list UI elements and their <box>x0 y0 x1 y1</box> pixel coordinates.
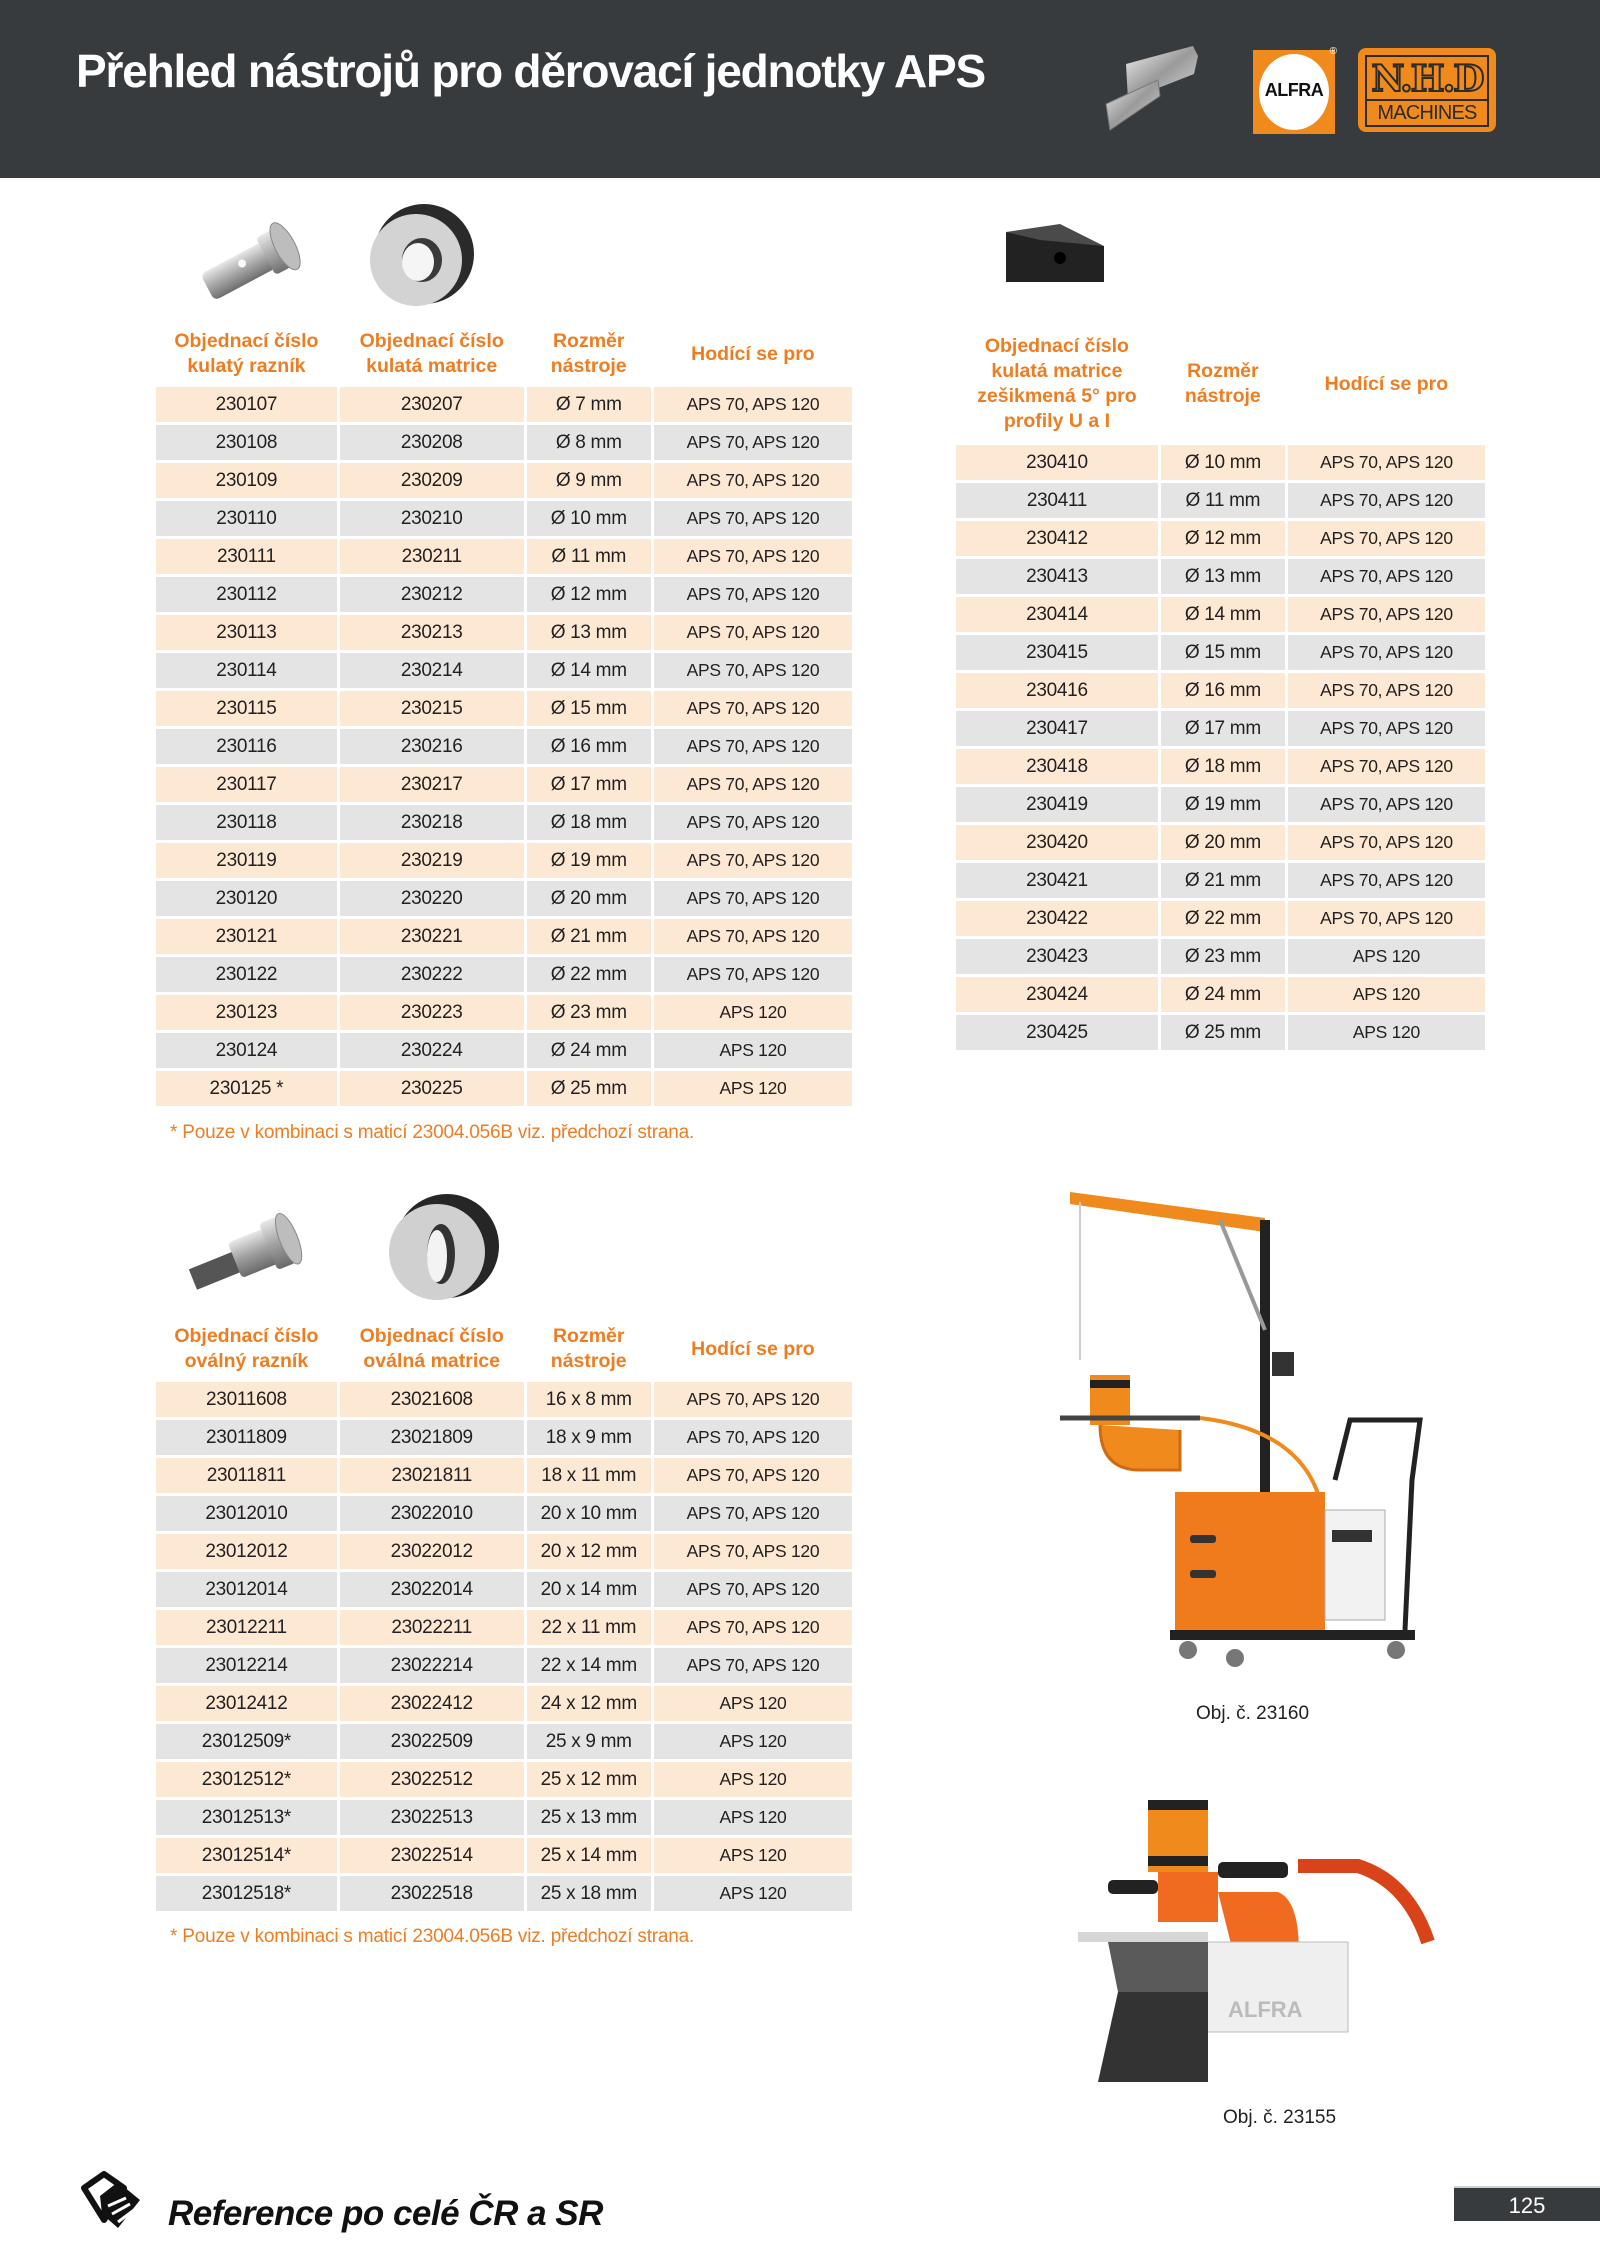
table-cell: Ø 20 mm <box>1161 825 1285 860</box>
column-header: Objednací číslo kulatý razník <box>174 330 319 377</box>
table-cell: 230416 <box>956 673 1158 708</box>
table-cell: APS 120 <box>1288 977 1485 1012</box>
table-cell: 23012010 <box>156 1496 337 1531</box>
table-cell: 23021608 <box>340 1382 524 1417</box>
table-cell: 25 x 14 mm <box>527 1838 651 1873</box>
table-row <box>156 843 852 878</box>
column-header: Rozměr nástroje <box>550 330 627 377</box>
table-cell: Ø 18 mm <box>527 805 651 840</box>
table-cell: 230110 <box>156 501 337 536</box>
column-header: Hodící se pro <box>691 1337 815 1360</box>
table-cell: 230115 <box>156 691 337 726</box>
table-cell: APS 70, APS 120 <box>1288 483 1485 518</box>
round-punch-image <box>190 205 320 315</box>
table-cell: 23011811 <box>156 1458 337 1493</box>
table-cell: APS 70, APS 120 <box>654 1648 852 1683</box>
column-header: Objednací číslo oválná matrice <box>359 1325 504 1372</box>
table-row <box>156 539 852 574</box>
table-cell: APS 120 <box>654 1724 852 1759</box>
table-row <box>956 521 1485 556</box>
alfra-logo: ALFRA ® <box>1253 50 1335 134</box>
table-cell: APS 120 <box>654 1762 852 1797</box>
slanted-die-image <box>1000 220 1110 290</box>
column-header: Hodící se pro <box>1324 372 1449 395</box>
table-cell: Ø 19 mm <box>527 843 651 878</box>
table-row <box>156 691 852 726</box>
table-row <box>156 501 852 536</box>
table-cell: APS 70, APS 120 <box>1288 635 1485 670</box>
table-cell: 23012211 <box>156 1610 337 1645</box>
table-cell: 230223 <box>340 995 524 1030</box>
table-cell: APS 70, APS 120 <box>654 843 852 878</box>
table-cell: 23022211 <box>340 1610 524 1645</box>
table-cell: 23022509 <box>340 1724 524 1759</box>
table-row <box>156 957 852 992</box>
table-row <box>156 1033 852 1068</box>
table-cell: Ø 22 mm <box>527 957 651 992</box>
table-cell: 23012412 <box>156 1686 337 1721</box>
footer-tagline: Reference po celé ČR a SR <box>168 2194 603 2233</box>
table-cell: 230219 <box>340 843 524 878</box>
table-row <box>156 995 852 1030</box>
table-cell: Ø 11 mm <box>527 539 651 574</box>
table-cell: APS 120 <box>654 1800 852 1835</box>
table-cell: APS 70, APS 120 <box>654 957 852 992</box>
table-row <box>156 425 852 460</box>
table-cell: 230418 <box>956 749 1158 784</box>
product-caption-23160: Obj. č. 23160 <box>1196 1703 1310 1724</box>
table-cell: 25 x 18 mm <box>527 1876 651 1911</box>
table-cell: 23011608 <box>156 1382 337 1417</box>
table-cell: 230425 <box>956 1015 1158 1050</box>
table-cell: Ø 10 mm <box>1161 445 1285 480</box>
crane-cart-unit-image <box>1040 1180 1440 1670</box>
table-row <box>156 1534 852 1569</box>
page-header <box>0 0 1600 178</box>
table-cell: Ø 15 mm <box>1161 635 1285 670</box>
table-cell: Ø 23 mm <box>527 995 651 1030</box>
table-row <box>956 939 1485 974</box>
table-cell: 230213 <box>340 615 524 650</box>
table-cell: APS 120 <box>654 1876 852 1911</box>
table-cell: 230424 <box>956 977 1158 1012</box>
table-cell: APS 120 <box>654 1686 852 1721</box>
table-cell: APS 70, APS 120 <box>654 691 852 726</box>
column-header: Hodící se pro <box>691 342 815 365</box>
table-cell: Ø 8 mm <box>527 425 651 460</box>
table-cell: 23022412 <box>340 1686 524 1721</box>
table-cell: 23022518 <box>340 1876 524 1911</box>
table-cell: 230413 <box>956 559 1158 594</box>
table-row <box>156 653 852 688</box>
table-cell: APS 70, APS 120 <box>654 501 852 536</box>
table-row <box>156 1686 852 1721</box>
table-cell: 230119 <box>156 843 337 878</box>
table-cell: Ø 22 mm <box>1161 901 1285 936</box>
table-cell: APS 70, APS 120 <box>654 1458 852 1493</box>
table-cell: Ø 20 mm <box>527 881 651 916</box>
table-row <box>156 387 852 422</box>
table-row <box>956 749 1485 784</box>
round-tools-table <box>153 325 855 1109</box>
table-cell: APS 70, APS 120 <box>1288 673 1485 708</box>
column-header: Rozměr nástroje <box>1184 360 1261 407</box>
table-cell: APS 70, APS 120 <box>654 425 852 460</box>
table-row <box>156 1496 852 1531</box>
column-header: Objednací číslo kulatá matrice zešikmená 5° pro profily U a I <box>977 335 1137 432</box>
table-cell: 20 x 10 mm <box>527 1496 651 1531</box>
table-row <box>956 711 1485 746</box>
table-cell: 230216 <box>340 729 524 764</box>
table-row <box>956 1015 1485 1050</box>
table-cell: 25 x 12 mm <box>527 1762 651 1797</box>
table-row <box>956 559 1485 594</box>
round-die-image <box>360 202 480 312</box>
table-row <box>156 1800 852 1835</box>
table-row <box>156 729 852 764</box>
table-cell: APS 70, APS 120 <box>1288 749 1485 784</box>
table-cell: Ø 24 mm <box>1161 977 1285 1012</box>
nhd-machines-logo: N.H.D MACHINES <box>1358 48 1496 132</box>
table-cell: 230412 <box>956 521 1158 556</box>
punch-tool-image <box>1098 44 1208 144</box>
table-cell: 230220 <box>340 881 524 916</box>
table-cell: 23012014 <box>156 1572 337 1607</box>
table-cell: APS 70, APS 120 <box>654 1610 852 1645</box>
table-cell: APS 120 <box>654 1033 852 1068</box>
table-cell: 23022514 <box>340 1838 524 1873</box>
oval-tools-table <box>153 1320 855 1914</box>
table-cell: 230116 <box>156 729 337 764</box>
table-cell: 230117 <box>156 767 337 802</box>
table-cell: Ø 18 mm <box>1161 749 1285 784</box>
table-cell: APS 70, APS 120 <box>1288 863 1485 898</box>
table-cell: 23012513* <box>156 1800 337 1835</box>
table-row <box>156 463 852 498</box>
table-cell: 23012514* <box>156 1838 337 1873</box>
table-cell: 23022010 <box>340 1496 524 1531</box>
table-row <box>156 1572 852 1607</box>
table-row <box>156 615 852 650</box>
table-cell: 230113 <box>156 615 337 650</box>
table-row <box>956 901 1485 936</box>
table-cell: 23012012 <box>156 1534 337 1569</box>
table-cell: 230222 <box>340 957 524 992</box>
table-cell: 230212 <box>340 577 524 612</box>
table-cell: 23022012 <box>340 1534 524 1569</box>
table-cell: Ø 17 mm <box>527 767 651 802</box>
table-cell: APS 70, APS 120 <box>1288 597 1485 632</box>
table-cell: Ø 25 mm <box>1161 1015 1285 1050</box>
table-row <box>956 483 1485 518</box>
table-row <box>156 1724 852 1759</box>
table-cell: 230108 <box>156 425 337 460</box>
table-cell: 23012509* <box>156 1724 337 1759</box>
table-cell: 230207 <box>340 387 524 422</box>
table-cell: 230225 <box>340 1071 524 1106</box>
table-cell: APS 70, APS 120 <box>654 539 852 574</box>
table-cell: 230208 <box>340 425 524 460</box>
table-cell: 230421 <box>956 863 1158 898</box>
table-cell: 230122 <box>156 957 337 992</box>
table-row <box>156 1458 852 1493</box>
table-cell: Ø 13 mm <box>527 615 651 650</box>
table-cell: APS 120 <box>654 995 852 1030</box>
table-cell: APS 70, APS 120 <box>654 919 852 954</box>
oval-table-footnote: * Pouze v kombinaci s maticí 23004.056B viz. předchozí strana. <box>170 1926 695 1947</box>
table-cell: 23022512 <box>340 1762 524 1797</box>
table-row <box>156 1382 852 1417</box>
table-cell: Ø 23 mm <box>1161 939 1285 974</box>
table-row <box>156 767 852 802</box>
table-cell: 230217 <box>340 767 524 802</box>
oval-die-image <box>375 1190 505 1310</box>
table-row <box>956 445 1485 480</box>
table-cell: 23021809 <box>340 1420 524 1455</box>
table-cell: 20 x 14 mm <box>527 1572 651 1607</box>
table-cell: 230415 <box>956 635 1158 670</box>
table-cell: Ø 10 mm <box>527 501 651 536</box>
table-row <box>156 1071 852 1106</box>
table-cell: Ø 16 mm <box>527 729 651 764</box>
table-cell: 230210 <box>340 501 524 536</box>
table-cell: 22 x 11 mm <box>527 1610 651 1645</box>
table-cell: APS 70, APS 120 <box>654 1382 852 1417</box>
table-cell: 230419 <box>956 787 1158 822</box>
handshake-icon <box>78 2170 158 2236</box>
table-row <box>956 977 1485 1012</box>
table-cell: 230221 <box>340 919 524 954</box>
table-cell: Ø 14 mm <box>527 653 651 688</box>
table-cell: APS 120 <box>1288 939 1485 974</box>
table-cell: APS 70, APS 120 <box>654 1572 852 1607</box>
table-cell: 230224 <box>340 1033 524 1068</box>
table-cell: Ø 9 mm <box>527 463 651 498</box>
column-header: Rozměr nástroje <box>550 1325 627 1372</box>
column-header: Objednací číslo kulatá matrice <box>359 330 504 377</box>
product-caption-23155: Obj. č. 23155 <box>1223 2107 1337 2128</box>
table-cell: APS 70, APS 120 <box>1288 521 1485 556</box>
table-cell: 230417 <box>956 711 1158 746</box>
table-cell: APS 120 <box>654 1071 852 1106</box>
oval-punch-image <box>180 1195 320 1305</box>
table-cell: APS 70, APS 120 <box>1288 559 1485 594</box>
table-cell: 230420 <box>956 825 1158 860</box>
table-cell: Ø 21 mm <box>527 919 651 954</box>
slanted-dies-table <box>953 327 1488 1053</box>
table-cell: Ø 14 mm <box>1161 597 1285 632</box>
table-cell: 23022214 <box>340 1648 524 1683</box>
table-cell: APS 70, APS 120 <box>1288 711 1485 746</box>
table-row <box>156 805 852 840</box>
table-cell: 230118 <box>156 805 337 840</box>
table-cell: 23012512* <box>156 1762 337 1797</box>
table-cell: APS 70, APS 120 <box>654 387 852 422</box>
table-cell: 23012214 <box>156 1648 337 1683</box>
table-cell: 230125 * <box>156 1071 337 1106</box>
table-cell: 230123 <box>156 995 337 1030</box>
table-cell: 23022014 <box>340 1572 524 1607</box>
table-cell: Ø 17 mm <box>1161 711 1285 746</box>
table-cell: Ø 24 mm <box>527 1033 651 1068</box>
table-cell: 230124 <box>156 1033 337 1068</box>
table-cell: 20 x 12 mm <box>527 1534 651 1569</box>
table-cell: 230109 <box>156 463 337 498</box>
table-cell: 230423 <box>956 939 1158 974</box>
table-cell: 230218 <box>340 805 524 840</box>
page-number: 125 <box>1454 2186 1600 2221</box>
page-title: Přehled nástrojů pro děrovací jednotky APS <box>76 45 986 97</box>
table-cell: 16 x 8 mm <box>527 1382 651 1417</box>
table-cell: 18 x 9 mm <box>527 1420 651 1455</box>
table-cell: APS 120 <box>654 1838 852 1873</box>
table-cell: Ø 12 mm <box>527 577 651 612</box>
table-cell: APS 120 <box>1288 1015 1485 1050</box>
table-row <box>956 787 1485 822</box>
table-cell: Ø 7 mm <box>527 387 651 422</box>
round-table-footnote: * Pouze v kombinaci s maticí 23004.056B viz. předchozí strana. <box>170 1122 695 1143</box>
table-cell: APS 70, APS 120 <box>654 463 852 498</box>
table-cell: 230121 <box>156 919 337 954</box>
table-cell: APS 70, APS 120 <box>1288 901 1485 936</box>
table-row <box>956 673 1485 708</box>
table-cell: Ø 11 mm <box>1161 483 1285 518</box>
table-cell: 22 x 14 mm <box>527 1648 651 1683</box>
table-cell: APS 70, APS 120 <box>654 767 852 802</box>
table-row <box>156 919 852 954</box>
column-header: Objednací číslo oválný razník <box>174 1325 319 1372</box>
table-cell: 18 x 11 mm <box>527 1458 651 1493</box>
table-cell: APS 70, APS 120 <box>654 881 852 916</box>
table-cell: APS 70, APS 120 <box>654 615 852 650</box>
table-cell: Ø 15 mm <box>527 691 651 726</box>
table-cell: 23021811 <box>340 1458 524 1493</box>
table-cell: 230209 <box>340 463 524 498</box>
table-row <box>156 1420 852 1455</box>
table-cell: 230107 <box>156 387 337 422</box>
table-cell: 25 x 9 mm <box>527 1724 651 1759</box>
table-row <box>956 863 1485 898</box>
table-row <box>156 1762 852 1797</box>
table-cell: APS 70, APS 120 <box>654 1534 852 1569</box>
punch-unit-on-beam-image <box>1078 1792 1438 2082</box>
table-cell: 230111 <box>156 539 337 574</box>
table-cell: APS 70, APS 120 <box>1288 825 1485 860</box>
table-cell: 23011809 <box>156 1420 337 1455</box>
table-cell: APS 70, APS 120 <box>654 1420 852 1455</box>
table-cell: APS 70, APS 120 <box>1288 445 1485 480</box>
table-cell: 230112 <box>156 577 337 612</box>
table-cell: APS 70, APS 120 <box>654 577 852 612</box>
table-row <box>156 577 852 612</box>
table-row <box>956 825 1485 860</box>
table-row <box>156 1838 852 1873</box>
table-cell: 230410 <box>956 445 1158 480</box>
table-cell: APS 70, APS 120 <box>654 805 852 840</box>
table-cell: Ø 12 mm <box>1161 521 1285 556</box>
table-cell: 25 x 13 mm <box>527 1800 651 1835</box>
table-cell: APS 70, APS 120 <box>1288 787 1485 822</box>
table-cell: 230414 <box>956 597 1158 632</box>
table-cell: Ø 16 mm <box>1161 673 1285 708</box>
table-cell: 230411 <box>956 483 1158 518</box>
table-cell: 230114 <box>156 653 337 688</box>
table-cell: Ø 19 mm <box>1161 787 1285 822</box>
table-cell: 230211 <box>340 539 524 574</box>
table-row <box>156 881 852 916</box>
table-cell: 230422 <box>956 901 1158 936</box>
table-row <box>156 1648 852 1683</box>
table-cell: 230214 <box>340 653 524 688</box>
table-cell: 230120 <box>156 881 337 916</box>
table-cell: 24 x 12 mm <box>527 1686 651 1721</box>
table-cell: 23022513 <box>340 1800 524 1835</box>
table-cell: APS 70, APS 120 <box>654 653 852 688</box>
table-cell: APS 70, APS 120 <box>654 1496 852 1531</box>
table-cell: Ø 21 mm <box>1161 863 1285 898</box>
table-cell: Ø 13 mm <box>1161 559 1285 594</box>
table-cell: APS 70, APS 120 <box>654 729 852 764</box>
svg-text:ALFRA: ALFRA <box>1228 1997 1303 2022</box>
table-row <box>156 1876 852 1911</box>
table-cell: 230215 <box>340 691 524 726</box>
table-row <box>956 635 1485 670</box>
table-row <box>956 597 1485 632</box>
table-row <box>156 1610 852 1645</box>
table-cell: Ø 25 mm <box>527 1071 651 1106</box>
table-cell: 23012518* <box>156 1876 337 1911</box>
